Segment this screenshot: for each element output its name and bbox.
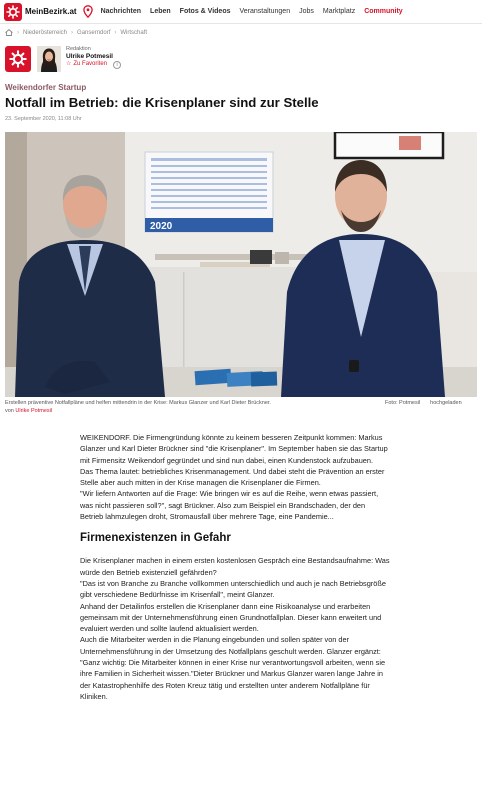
author-meta xyxy=(66,46,121,69)
photo-credit: Foto: Potmesil xyxy=(385,400,421,406)
article-paragraph: "Wir liefern Antworten auf die Frage: Wie bringen wir es auf die Reihe, wenn etwas passiert, was nicht passieren soll?", sagt Brückner. Also zum Beispiel ein Brandschaden, der den Betrieb lahmzulegen droht, Stromausfall über mehrere Tage, eine Pandemie... xyxy=(80,489,379,522)
author-avatar[interactable] xyxy=(37,46,61,72)
article-date: 23. September 2020, 11:08 Uhr xyxy=(5,116,82,122)
breadcrumb-item-state[interactable]: Niederösterreich xyxy=(23,30,68,36)
caption-text: Erstellen präventive Notfallpläne und helfen mittendrin in der Krise: Markus Glanzer und Karl Dieter Brückner. xyxy=(5,400,271,406)
info-icon[interactable]: i xyxy=(113,61,121,69)
star-icon: ☆ xyxy=(66,61,72,68)
article-body xyxy=(80,432,390,702)
brand-name: MeinBezirk.at xyxy=(25,7,77,16)
nav-link-nachrichten[interactable]: Nachrichten xyxy=(100,8,142,15)
breadcrumb-item-district[interactable]: Ganserndorf xyxy=(77,30,111,36)
author-role: Redaktion xyxy=(66,46,91,52)
nav-link-leben[interactable]: Leben xyxy=(150,8,171,15)
nav-link-jobs[interactable]: Jobs xyxy=(299,8,314,15)
article-paragraph: Anhand der Detailinfos erstellen die Krisenplaner dann eine Risikoanalyse und erarbeiten gemeinsam mit der Unternehmensführung einen Grundnotfallplan. Dieser kann erweitert und evaluiert werden und sollte laufend aktualisiert werden. xyxy=(80,601,382,634)
main-menu xyxy=(101,8,412,15)
brand-logo[interactable] xyxy=(4,3,77,21)
top-navigation xyxy=(0,0,482,24)
article-paragraph: Auch die Mitarbeiter werden in die Planung eingebunden und sollen später von der Unternehmensführung in der Umsetzung des Notfallplans geschult werden. Glanzer ergänzt: "Ganz wichtig: Die Mitarbeiter können in einer Krise nur verantwortungsvoll arbeiten, wenn sie ihre Familien in Sicherheit wissen."Dieter Brückner und Markus Glanzer waren lange Jahre in der Katastrophenhilfe des Roten Kreuz tätig und erstellten unter anderem Notfallpläne für Kliniken. xyxy=(80,635,386,701)
nav-link-fotos-videos[interactable]: Fotos & Videos xyxy=(179,8,231,15)
article-paragraph: Das Thema lautet: betriebliches Krisenmanagement. Und dabei steht die Prävention an erster Stelle aber auch mitten in der Krise managen die Krisenplaner die Firmen. xyxy=(80,466,385,488)
nav-link-veranstaltungen[interactable]: Veranstaltungen xyxy=(239,8,291,15)
add-favorite-label: Zu Favoriten xyxy=(73,61,108,68)
uploaded-label: hochgeladen xyxy=(430,400,462,406)
calendar-year-label: 2020 xyxy=(150,221,173,232)
breadcrumb-item-section[interactable]: Wirtschaft xyxy=(120,30,148,36)
nav-link-marktplatz[interactable]: Marktplatz xyxy=(322,8,356,15)
article-title: Notfall im Betrieb: die Krisenplaner sind zur Stelle xyxy=(5,95,319,110)
brand-logo-icon xyxy=(4,3,22,21)
nav-link-community[interactable]: Community xyxy=(364,8,403,15)
article-kicker: Weikendorfer Startup xyxy=(5,83,87,92)
article-paragraph: Die Krisenplaner machen in einem ersten kostenlosen Gespräch eine Bestandsaufnahme: Was würde den Betrieb existenziell gefährden? xyxy=(80,556,390,577)
publisher-logo-icon[interactable] xyxy=(5,46,31,72)
breadcrumb-separator: › xyxy=(114,30,117,36)
home-icon[interactable] xyxy=(5,29,13,38)
add-favorite-button[interactable] xyxy=(66,61,121,69)
author-name[interactable]: Ulrike Potmesil xyxy=(66,52,113,60)
uploaded-by-link[interactable]: Ulrike Potmesil xyxy=(15,407,53,414)
uploaded-by xyxy=(5,408,477,416)
breadcrumb xyxy=(5,28,147,38)
author-box xyxy=(5,46,121,72)
uploaded-by-prefix: von xyxy=(5,407,14,414)
article-paragraph: WEIKENDORF. Die Firmengründung könnte zu keinem besseren Zeitpunkt kommen: Markus Glanzer und Karl Dieter Brückner sind "die Krisenplaner". Im September haben sie das Startup mit Firmensitz Weikendorf gegründet und sind nun dabei, einen Kundenstock aufzubauen. xyxy=(80,433,388,465)
article-paragraph: "Das ist von Branche zu Branche vollkommen unterschiedlich und auch je nach Betriebsgröße gibt verschiedene Bedürfnisse im Krisenfall", meint Glanzer. xyxy=(80,578,386,600)
location-pin-icon[interactable] xyxy=(83,5,95,19)
breadcrumb-separator: › xyxy=(17,30,19,36)
breadcrumb-separator: › xyxy=(71,30,74,36)
article-subheading: Firmenexistenzen in Gefahr xyxy=(80,532,231,545)
photo-caption xyxy=(5,400,477,416)
article-photo[interactable] xyxy=(5,132,477,397)
